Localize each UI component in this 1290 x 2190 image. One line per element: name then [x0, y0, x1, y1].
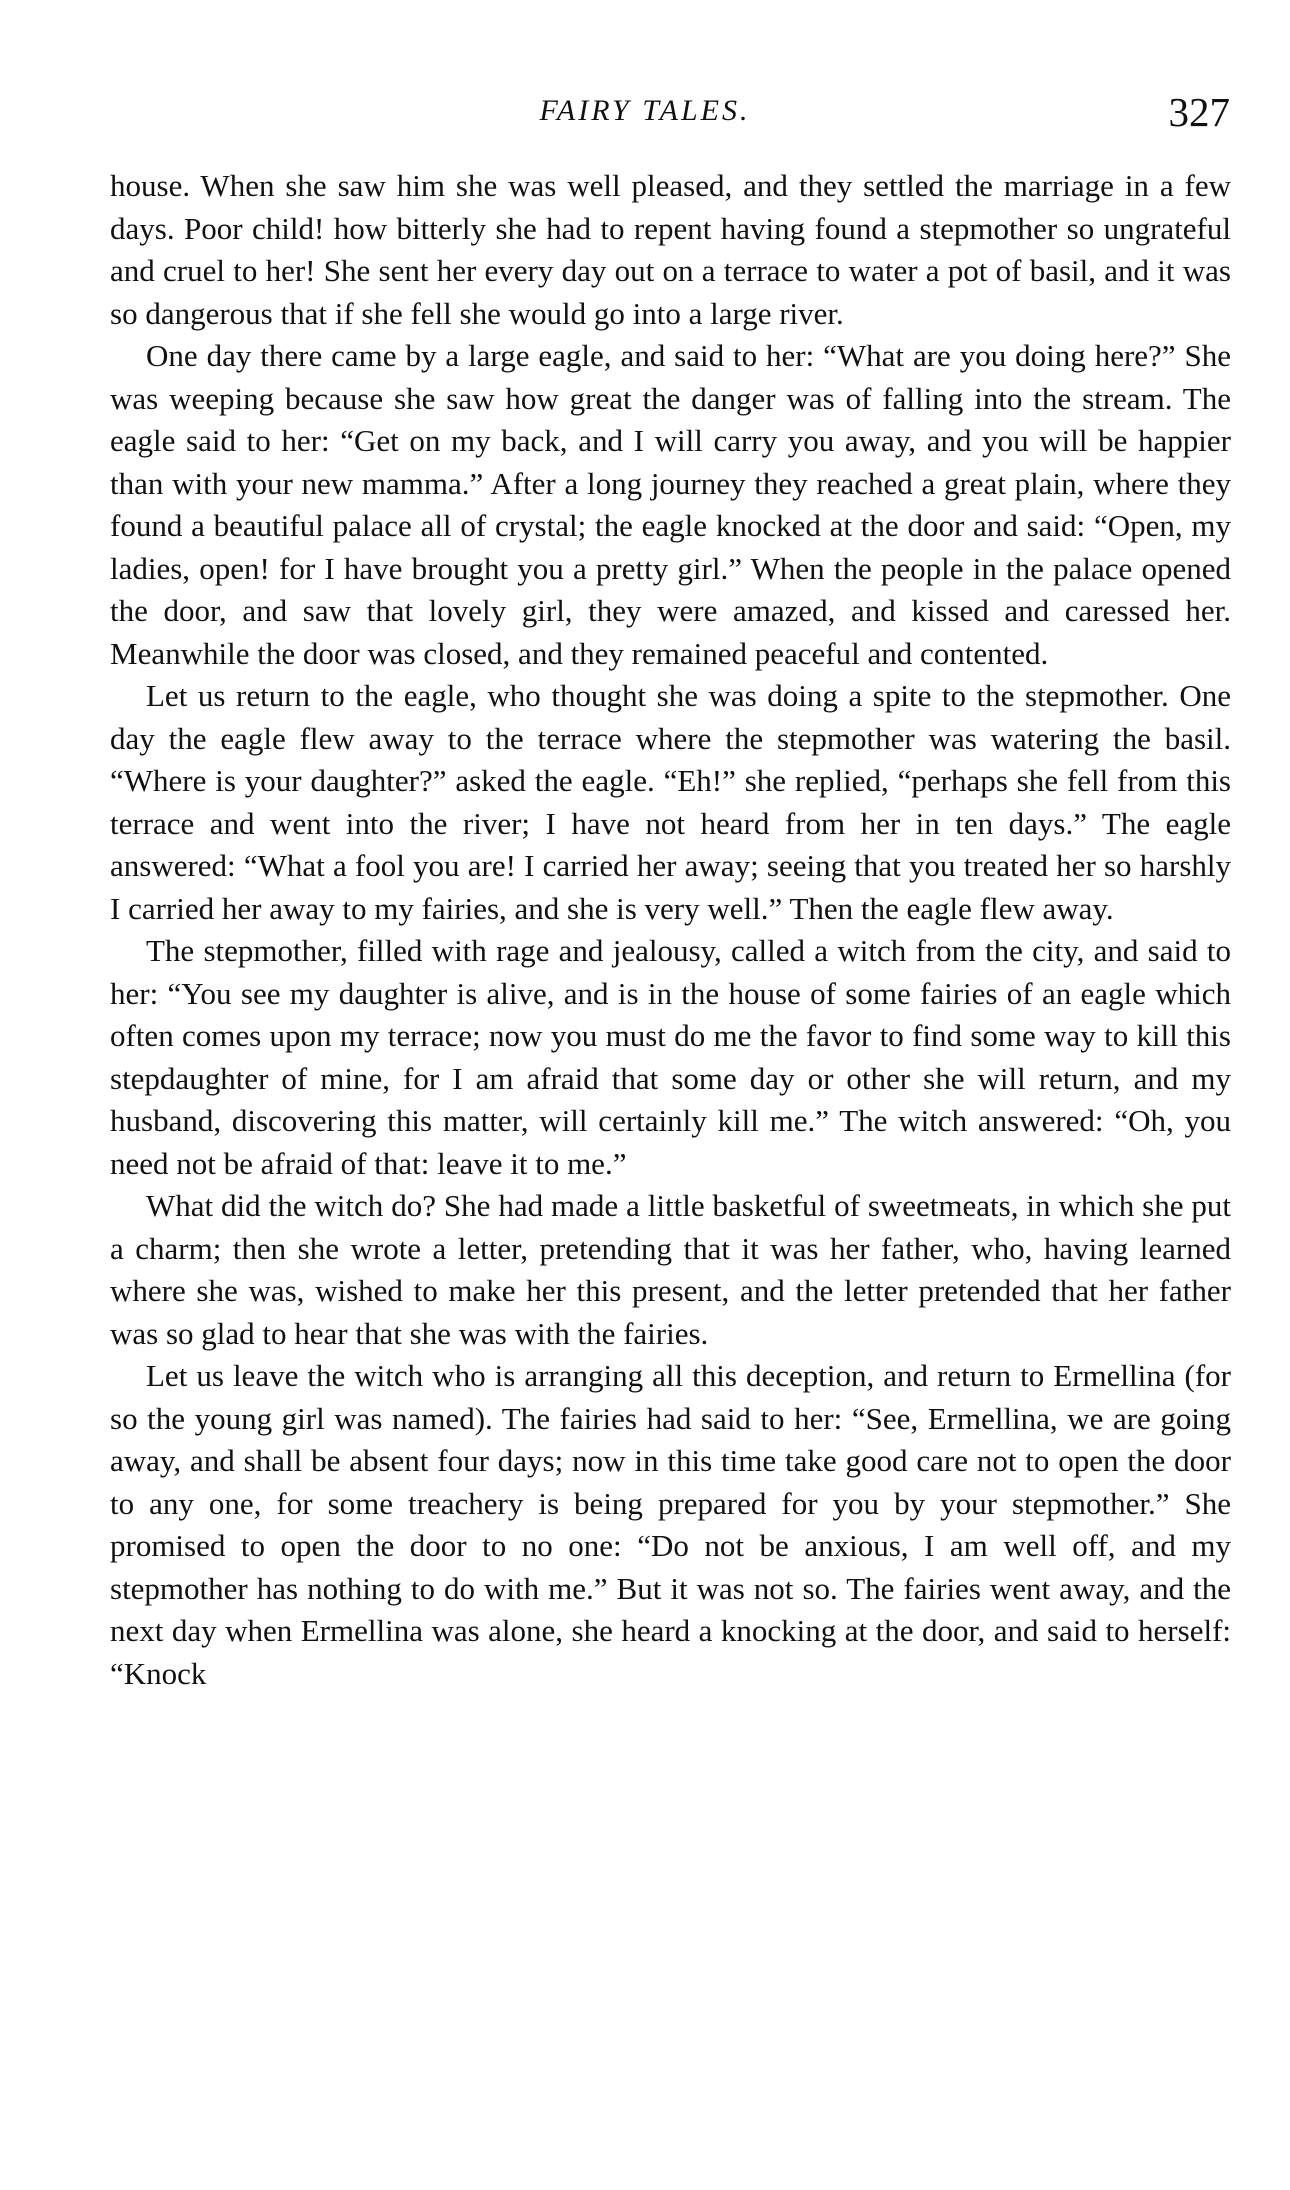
running-head — [0, 88, 1290, 148]
paragraph: One day there came by a large eagle, and said to her: “What are you doing here?” She was weeping because she saw how great the danger was of falling into the stream. The eagle said to her: “Get on my back, and I will carry you away, and you will be happier than with your new mamma.” After a long journey they reached a great plain, where they found a beautiful palace all of crystal; the eagle knocked at the door and said: “Open, my ladies, open! for I have brought you a pretty girl.” When the people in the palace opened the door, and saw that lovely girl, they were amazed, and kissed and caressed her. Meanwhile the door was closed, and they remained peaceful and contented. — [110, 338, 1231, 671]
paragraph-continued: house. When she saw him she was well pleased, and they settled the marriage in a few days. Poor child! how bitterly she had to repent having found a stepmother so ungrateful and cruel to her! She sent her every day out on a terrace to water a pot of basil, and it was so dangerous that if she fell she would go into a large river. — [110, 168, 1231, 331]
body-text — [110, 165, 1231, 1695]
paragraph: Let us return to the eagle, who thought she was doing a spite to the stepmother. One day the eagle flew away to the terrace where the stepmother was watering the basil. “Where is your daughter?” asked the eagle. “Eh!” she replied, “perhaps she fell from this terrace and went into the river; I have not heard from her in ten days.” The eagle answered: “What a fool you are! I carried her away; seeing that you treated her so harshly I carried her away to my fairies, and she is very well.” Then the eagle flew away. — [110, 678, 1231, 926]
running-title: FAIRY TALES. — [539, 94, 751, 127]
paragraph: What did the witch do? She had made a little basketful of sweetmeats, in which she put a charm; then she wrote a letter, pretending that it was her father, who, having learned where she was, wished to make her this present, and the letter pretended that her father was so glad to hear that she was with the fairies. — [110, 1188, 1231, 1351]
page-number: 327 — [1168, 89, 1230, 135]
paragraph: Let us leave the witch who is arranging all this deception, and return to Ermellina (for so the young girl was named). The fairies had said to her: “See, Ermellina, we are going away, and shall be absent four days; now in this time take good care not to open the door to any one, for some treachery is being prepared for you by your stepmother.” She promised to open the door to no one: “Do not be anxious, I am well off, and my stepmother has nothing to do with me.” But it was not so. The fairies went away, and the next day when Ermellina was alone, she heard a knocking at the door, and said to herself: “Knock — [110, 1358, 1231, 1691]
paragraph: The stepmother, filled with rage and jealousy, called a witch from the city, and said to her: “You see my daughter is alive, and is in the house of some fairies of an eagle which often comes upon my terrace; now you must do me the favor to find some way to kill this stepdaughter of mine, for I am afraid that some day or other she will return, and my husband, discovering this matter, will certainly kill me.” The witch answered: “Oh, you need not be afraid of that: leave it to me.” — [110, 933, 1231, 1181]
